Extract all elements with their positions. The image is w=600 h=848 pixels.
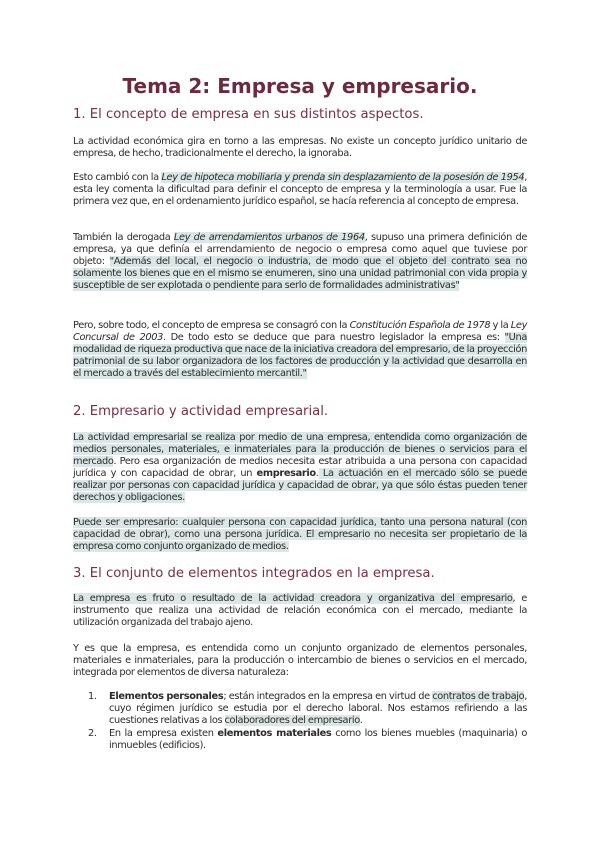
highlighted-text: contratos de trabajo <box>432 691 525 702</box>
section-3-paragraph-2 <box>73 643 527 679</box>
list-number: 2. <box>88 728 97 740</box>
paragraph-text: Y es que la empresa, es entendida como un conjunto organizado de elementos personales, materiales e inmateriales, para la producción o intercambio de bienes o servicios en el mercado, integrada por elementos de diversa naturaleza: <box>73 643 527 679</box>
paragraph-text: Pero, sobre todo, el concepto de empresa se consagró con la <box>73 320 350 331</box>
section-2-paragraph-2 <box>73 517 527 553</box>
paragraph-text: , e instrumento que realiza una actividad de relación económica con el mercado, mediante la utilización organizada del trabajo ajeno. <box>73 593 527 629</box>
section-2-heading: 2. Empresario y actividad empresarial. <box>73 404 329 419</box>
highlighted-text: La actuación en el mercado sólo se puede realizar por personas con capacidad jurídica y capacidad de obrar, ya que sólo éstas pueden tener derechos y obligaciones. <box>73 468 527 504</box>
section-1-paragraph-3 <box>73 232 527 292</box>
section-3-paragraph-1 <box>73 593 527 629</box>
highlighted-text: La actividad empresarial se realiza por medio de una empresa, entendida como organización de medios personales, materiales, e inmateriales para la producción de bienes o servicios para el mercado <box>73 432 527 468</box>
list-text: , cuyo régimen jurídico se estudia por el derecho laboral. Nos estamos refiriendo a las cuestiones relativas a los <box>109 691 528 727</box>
bold-term: Elementos personales <box>109 691 224 702</box>
law-reference-1954: Ley de hipoteca mobiliaria y prenda sin desplazamiento de la posesión de 1954 <box>161 172 525 183</box>
section-1-heading: 1. El concepto de empresa en sus distintos aspectos. <box>73 107 424 122</box>
list-text: como los bienes muebles (maquinaria) o inmuebles (edificios). <box>109 728 527 752</box>
bold-term: elementos materiales <box>217 728 332 740</box>
paragraph-text: La actividad económica gira en torno a las empresas. No existe un concepto jurídico unitario de empresa, de hecho, tradicionalmente el derecho, la ignoraba. <box>73 136 527 160</box>
ley-concursal-reference: Ley Concursal de 2003 <box>73 320 528 344</box>
paragraph-text: Esto cambió con la <box>73 172 162 183</box>
paragraph-text: y la <box>490 320 511 331</box>
paragraph-text: , supuso una primera definición de empresa, ya que definía el arrendamiento de negocio o empresa como aquel que tuviese por objeto: <box>73 232 527 268</box>
paragraph-text: . <box>315 468 319 480</box>
highlighted-text: Puede ser empresario: cualquier persona con capacidad jurídica, tanto una persona natural (con capacidad de obrar), como una persona jurídica. El empresario no necesita ser propietario de la empresa como conjunto organizado de medios. <box>73 517 527 553</box>
list-item <box>88 691 527 727</box>
constitucion-reference: Constitución Española de 1978 <box>349 320 491 331</box>
highlighted-text: La empresa es fruto o resultado de la actividad creadora y organizativa del empresario <box>73 593 513 604</box>
definition-quote: "Además del local, el negocio o industria, de modo que el objeto del contrato sea no solamente los bienes que en el mismo se enumeren, sino una unidad patrimonial con vida propia y susceptible de ser explotada o pendiente para serlo de formalidades administrativas" <box>73 256 527 292</box>
paragraph-text: , esta ley comenta la dificultad para definir el concepto de empresa y la terminología a usar. Fue la primera vez que, en el ordenamiento jurídico español, se hacía referencia al concepto de empresa. <box>73 172 527 208</box>
list-number: 1. <box>88 691 97 702</box>
section-1-paragraph-2 <box>73 172 527 208</box>
section-1-paragraph-4 <box>73 320 527 380</box>
list-text: ; están integrados en la empresa en virtud de <box>223 691 433 702</box>
list-item <box>88 728 527 752</box>
paragraph-text: También la derogada <box>73 232 174 243</box>
highlighted-text: colaboradores del empresario <box>224 715 360 727</box>
elements-list <box>88 691 527 753</box>
law-reference-1964: Ley de arrendamientos urbanos de 1964 <box>173 232 365 243</box>
bold-term: empresario <box>256 468 316 480</box>
paragraph-text: . Pero esa organización de medios necesita estar atribuida a una persona con capacidad jurídica y con capacidad de obrar, un <box>73 456 527 480</box>
list-text: . <box>359 715 363 727</box>
section-2-paragraph-1 <box>73 432 527 505</box>
section-3-heading: 3. El conjunto de elementos integrados en la empresa. <box>73 566 435 581</box>
paragraph-text: . De todo esto se deduce que para nuestro legislador la empresa es: <box>163 332 505 344</box>
document-title: Tema 2: Empresa y empresario. <box>122 74 478 98</box>
definition-quote: "Una modalidad de riqueza productiva que nace de la iniciativa creadora del empresario, de la proyección patrimonial de su labor organizadora de los factores de producción y la actividad que desarrolla en el mercado a través del establecimiento mercantil." <box>73 332 527 380</box>
section-1-paragraph-1 <box>73 136 527 160</box>
list-text: En la empresa existen <box>109 728 218 740</box>
